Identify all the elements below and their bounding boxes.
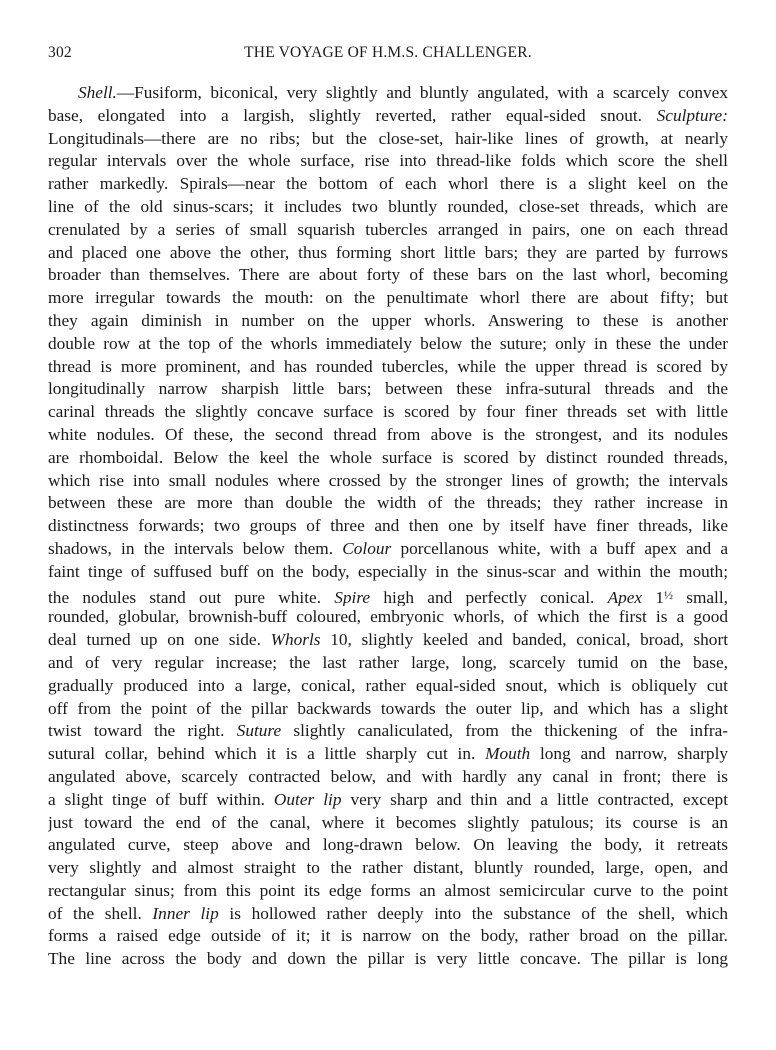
text-line: [48, 310, 728, 333]
text-run: very slightly and almost straight to the rather distant, bluntly rounded, large, open, and: [48, 858, 728, 878]
text-line: [48, 584, 728, 607]
text-line: [48, 424, 728, 447]
italic-term: Suture: [236, 721, 282, 741]
text-run: angulated above, scarcely contracted below, and with hardly any canal in front; there is: [48, 766, 728, 786]
text-line: [48, 720, 728, 743]
text-run: 1: [642, 587, 664, 607]
text-line: [48, 447, 728, 470]
text-line: [48, 173, 728, 196]
text-run: rectangular sinus; from this point its edge forms an almost semicircular curve to the point: [48, 880, 728, 900]
text-run: —Fusiform, biconical, very slightly and bluntly angulated, with a scarcely convex: [116, 83, 728, 102]
text-line: [48, 561, 728, 584]
text-run: twist toward the right.: [48, 721, 237, 741]
text-run: thread is more prominent, and has rounded tubercles, while the upper thread is scored by: [48, 356, 728, 376]
text-run: sutural collar, behind which it is a little sharply cut in.: [48, 744, 486, 764]
italic-term: Inner lip: [152, 903, 219, 923]
text-run: shadows, in the intervals below them.: [48, 538, 343, 558]
text-run: more irregular towards the mouth: on the penultimate whorl there are about fifty; but: [48, 288, 728, 308]
text-line: [48, 470, 728, 493]
text-run: angulated curve, steep above and long-drawn below. On leaving the body, it retreats: [48, 835, 728, 855]
text-line: [48, 492, 728, 515]
italic-term: Whorls: [270, 630, 321, 650]
text-line: [48, 82, 728, 105]
text-run: between these are more than double the width of the threads; they rather increase in: [48, 493, 728, 513]
text-run: slightly canaliculated, from the thickening of the infra-: [281, 721, 728, 741]
text-run: double row at the top of the whorls immediately below the suture; only in these the under: [48, 333, 728, 353]
text-line: [48, 629, 728, 652]
text-line: [48, 675, 728, 698]
text-line: [48, 196, 728, 219]
text-line: [48, 378, 728, 401]
text-run: base, elongated into a largish, slightly reverted, rather equal-sided snout.: [48, 105, 657, 125]
text-line: [48, 242, 728, 265]
italic-term: Spire: [334, 587, 371, 607]
text-run: 10, slightly keeled and banded, conical, broad, short: [320, 630, 728, 650]
text-line: [48, 105, 728, 128]
text-run: white nodules. Of these, the second thread from above is the strongest, and its nodules: [48, 424, 728, 444]
text-run: crenulated by a series of small squarish tubercles arranged in pairs, one on each thread: [48, 219, 728, 239]
text-line: [48, 834, 728, 857]
text-run: rounded, globular, brownish-buff coloured, embryonic whorls, of which the first is a good: [48, 607, 728, 627]
text-run: regular intervals over the whole surface, rise into thread-like folds which score the shell: [48, 151, 728, 171]
text-line: [48, 652, 728, 675]
text-run: small,: [672, 587, 728, 607]
text-line: [48, 264, 728, 287]
text-run: which rise into small nodules where crossed by the stronger lines of growth; the intervals: [48, 470, 728, 490]
text-run: rather markedly. Spirals—near the bottom of each whorl there is a slight keel on the: [48, 174, 728, 194]
italic-term: Sculpture:: [656, 105, 728, 125]
text-line: [48, 812, 728, 835]
text-line: [48, 880, 728, 903]
text-run: line of the old sinus-scars; it includes two bluntly rounded, close-set threads, which are: [48, 196, 728, 216]
text-run: of the shell.: [48, 903, 153, 923]
italic-term: Colour: [342, 538, 392, 558]
italic-term: Shell.: [78, 83, 117, 102]
text-run: and of very regular increase; the last rather large, long, scarcely tumid on the base,: [48, 652, 728, 672]
text-run: just toward the end of the canal, where it becomes slightly patulous; its course is an: [48, 812, 728, 832]
fraction: ½: [663, 587, 673, 602]
text-run: a slight tinge of buff within.: [48, 789, 274, 809]
text-run: they again diminish in number on the upper whorls. Answering to these is another: [48, 310, 728, 330]
text-line: [48, 948, 728, 971]
text-run: carinal threads the slightly concave surface is scored by four finer threads set with little: [48, 402, 728, 422]
text-line: [48, 333, 728, 356]
text-line: [48, 925, 728, 948]
text-run: the nodules stand out pure white.: [48, 587, 335, 607]
text-line: [48, 789, 728, 812]
text-run: porcellanous white, with a buff apex and a: [391, 538, 728, 558]
text-run: long and narrow, sharply: [530, 744, 728, 764]
running-head: [48, 44, 728, 66]
text-line: [48, 356, 728, 379]
text-run: faint tinge of suffused buff on the body, especially in the sinus-scar and within the mouth;: [48, 561, 728, 581]
text-run: high and perfectly conical.: [370, 587, 608, 607]
text-run: gradually produced into a large, conical, rather equal-sided snout, which is obliquely cut: [48, 675, 728, 695]
italic-term: Mouth: [485, 744, 531, 764]
text-run: distinctness forwards; two groups of three and then one by itself have finer threads, like: [48, 516, 728, 536]
text-run: are rhomboidal. Below the keel the whole surface is scored by distinct rounded threads,: [48, 447, 728, 467]
page-number: 302: [48, 44, 72, 61]
text-line: [48, 401, 728, 424]
text-line: [48, 743, 728, 766]
text-run: deal turned up on one side.: [48, 630, 271, 650]
text-line: [48, 903, 728, 926]
running-title: THE VOYAGE OF H.M.S. CHALLENGER.: [244, 44, 532, 61]
text-line: [48, 857, 728, 880]
text-line: [48, 128, 728, 151]
italic-term: Outer lip: [273, 789, 342, 809]
text-run: forms a raised edge outside of it; it is narrow on the body, rather broad on the pillar.: [48, 926, 728, 946]
text-line: [48, 219, 728, 242]
text-run: longitudinally narrow sharpish little bars; between these infra-sutural threads and the: [48, 379, 728, 399]
text-run: Longitudinals—there are no ribs; but the close-set, hair-like lines of growth, at nearly: [48, 128, 728, 148]
text-run: is hollowed rather deeply into the substance of the shell, which: [218, 903, 728, 923]
text-run: very sharp and thin and a little contracted, except: [341, 789, 728, 809]
text-line: [48, 150, 728, 173]
text-line: [48, 698, 728, 721]
text-run: and placed one above the other, thus forming short little bars; they are parted by furrows: [48, 242, 728, 262]
body-text: [48, 82, 728, 971]
text-line: [48, 287, 728, 310]
text-run: broader than themselves. There are about forty of these bars on the last whorl, becoming: [48, 265, 728, 285]
text-line: [48, 538, 728, 561]
text-line: [48, 606, 728, 629]
text-run: off from the point of the pillar backwards towards the outer lip, and which has a slight: [48, 698, 728, 718]
text-line: [48, 515, 728, 538]
text-run: The line across the body and down the pillar is very little concave. The pillar is long: [48, 949, 728, 969]
italic-term: Apex: [607, 587, 643, 607]
text-line: [48, 766, 728, 789]
